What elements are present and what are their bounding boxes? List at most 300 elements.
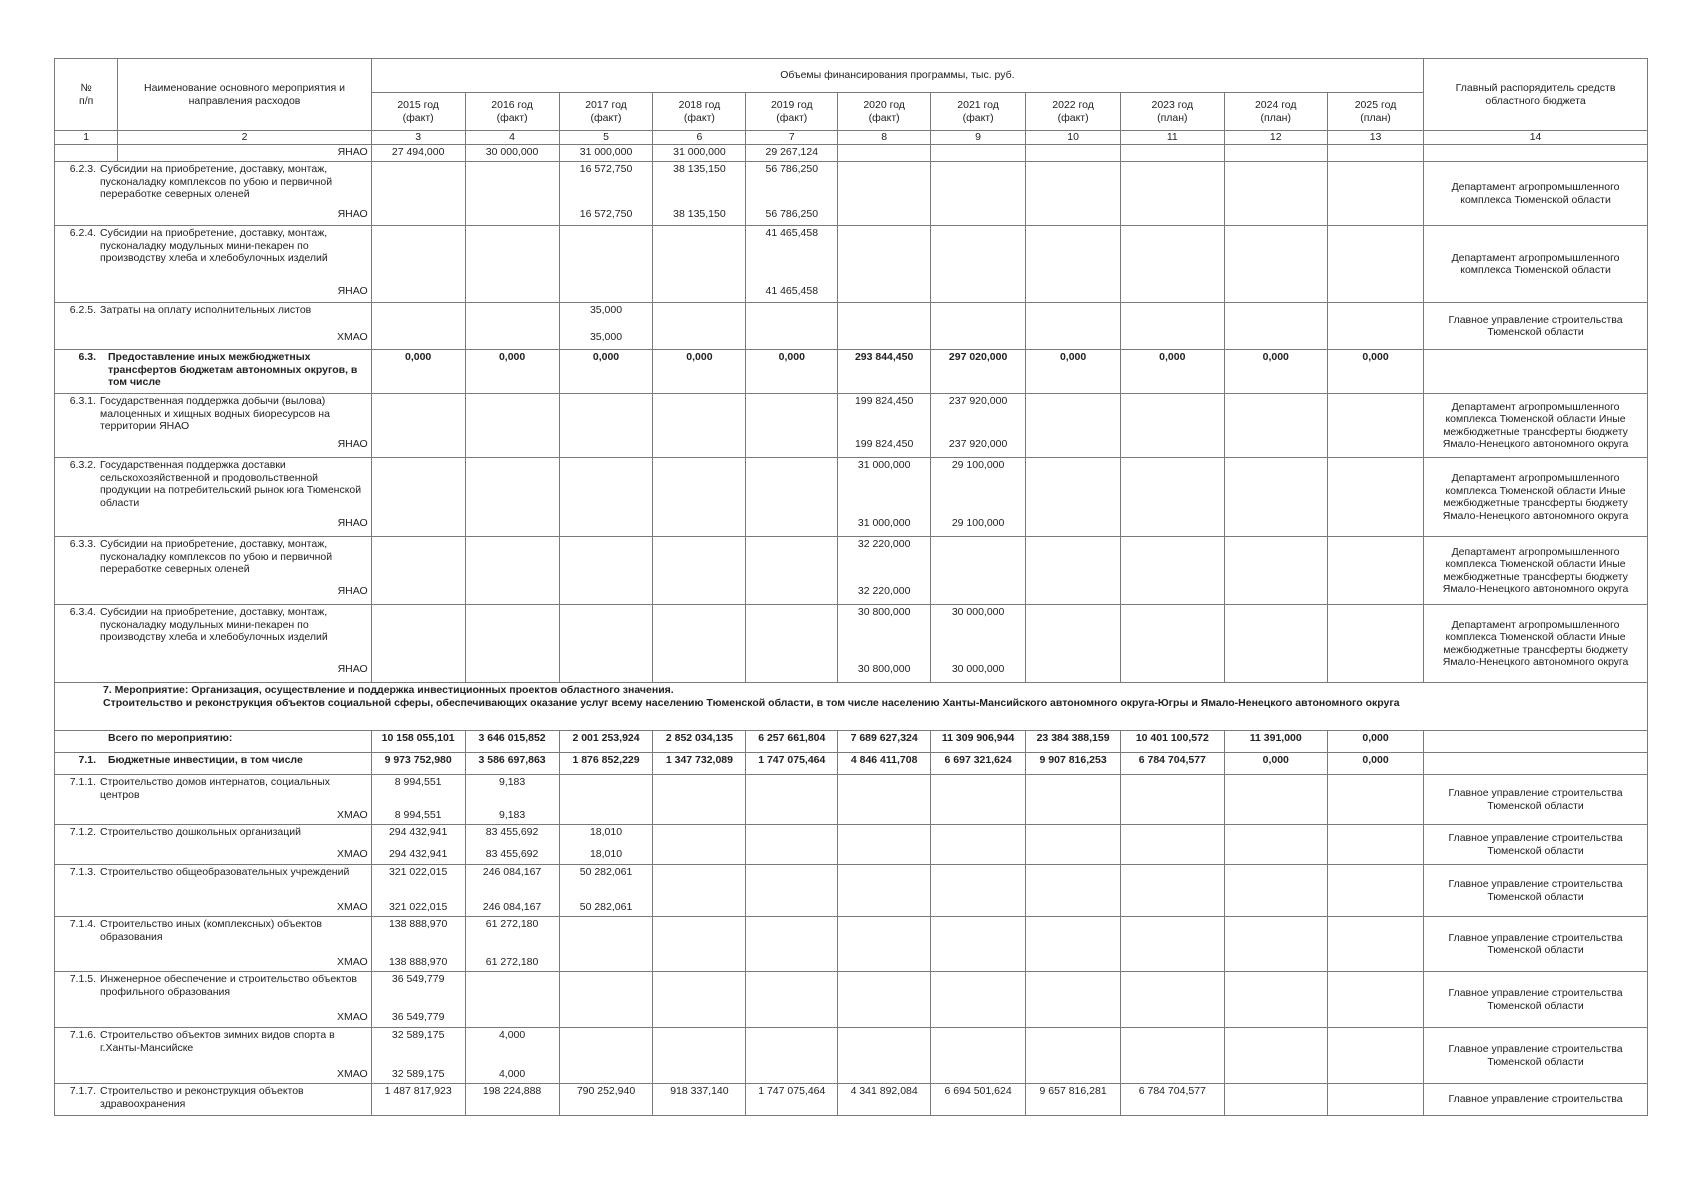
budget-table-sheet: [54, 58, 1648, 1116]
value-cell: 0,000: [1224, 350, 1327, 394]
value-cell: [931, 972, 1026, 1010]
value-cell: 1 347 732,089: [653, 753, 746, 775]
value-cell: [1121, 1028, 1224, 1067]
value-cell: [1327, 145, 1423, 162]
subtotal-row: [55, 350, 1648, 394]
value-cell: 83 455,692: [465, 825, 559, 847]
value-cell: 321 022,015: [371, 900, 465, 917]
value-cell: [653, 825, 746, 847]
value-cell: [1327, 458, 1423, 516]
value-cell: 199 824,450: [838, 394, 931, 437]
value-cell: [1121, 145, 1224, 162]
value-cell: 9,183: [465, 808, 559, 825]
value-cell: [1121, 1010, 1224, 1028]
value-cell: [746, 1010, 838, 1028]
value-cell: [746, 1067, 838, 1084]
value-cell: [1121, 458, 1224, 516]
value-cell: [559, 972, 653, 1010]
item-row: [55, 537, 1648, 584]
value-cell: [465, 458, 559, 516]
region-label: ЯНАО: [55, 284, 372, 303]
item-number: 7.1.1.: [69, 776, 96, 788]
header-year: 2022 год (факт): [1026, 93, 1121, 131]
item-label: [55, 458, 372, 516]
value-cell: 30 000,000: [931, 662, 1026, 683]
column-number: 2: [118, 131, 371, 145]
value-cell: [1224, 900, 1327, 917]
item-label: [55, 162, 372, 207]
value-cell: [838, 145, 931, 162]
value-cell: [931, 825, 1026, 847]
region-label: ЯНАО: [118, 145, 371, 162]
value-cell: 2 001 253,924: [559, 731, 653, 753]
value-cell: [1224, 394, 1327, 437]
value-cell: 1 747 075,464: [746, 753, 838, 775]
value-cell: [1327, 162, 1423, 207]
value-cell: [1327, 330, 1423, 350]
column-number-row: [55, 131, 1648, 145]
manager-cell: Главное управление строительства Тюменской области: [1424, 972, 1648, 1028]
value-cell: [465, 330, 559, 350]
item-row: [55, 972, 1648, 1010]
manager-cell: Департамент агропромышленного комплекса Тюменской области Иные межбюджетные трансферты бюджету Ямало-Ненецкого автономного округа: [1424, 605, 1648, 683]
value-cell: [838, 825, 931, 847]
value-cell: [1026, 162, 1121, 207]
value-cell: [465, 1010, 559, 1028]
item-number: 7.1.4.: [69, 918, 96, 930]
value-cell: [1121, 162, 1224, 207]
manager-cell: Главное управление строительства Тюменской области: [1424, 917, 1648, 972]
header-year: 2025 год (план): [1327, 93, 1423, 131]
value-cell: [838, 808, 931, 825]
value-cell: [1121, 1067, 1224, 1084]
column-number: 8: [838, 131, 931, 145]
value-cell: [1121, 865, 1224, 900]
value-cell: [1224, 847, 1327, 865]
value-cell: [1121, 437, 1224, 458]
value-cell: [559, 955, 653, 972]
item-row: [55, 865, 1648, 900]
value-cell: [1224, 1084, 1327, 1116]
value-cell: [1327, 917, 1423, 955]
value-cell: [653, 437, 746, 458]
subtotal-row: [55, 753, 1648, 775]
header-volumes: Объемы финансирования программы, тыс. руб.: [371, 59, 1423, 93]
value-cell: [371, 516, 465, 537]
value-cell: [746, 437, 838, 458]
value-cell: [1026, 972, 1121, 1010]
value-cell: [653, 537, 746, 584]
value-cell: 321 022,015: [371, 865, 465, 900]
value-cell: 16 572,750: [559, 207, 653, 226]
value-cell: 198 224,888: [465, 1084, 559, 1116]
value-cell: [465, 394, 559, 437]
value-cell: [746, 584, 838, 605]
region-label: ХМАО: [55, 330, 372, 350]
value-cell: 83 455,692: [465, 847, 559, 865]
value-cell: [653, 917, 746, 955]
value-cell: [746, 516, 838, 537]
value-cell: 35,000: [559, 330, 653, 350]
value-cell: [1327, 537, 1423, 584]
region-label: ЯНАО: [55, 207, 372, 226]
item-row: [55, 775, 1648, 808]
value-cell: 0,000: [559, 350, 653, 394]
value-cell: [838, 303, 931, 330]
value-cell: 4 341 892,084: [838, 1084, 931, 1116]
value-cell: [838, 1028, 931, 1067]
header-year: 2015 год (факт): [371, 93, 465, 131]
value-cell: [1224, 207, 1327, 226]
value-cell: [1327, 516, 1423, 537]
header-year: 2021 год (факт): [931, 93, 1026, 131]
value-cell: 4,000: [465, 1067, 559, 1084]
item-label: [55, 1028, 372, 1067]
manager-cell: Главное управление строительства Тюменской области: [1424, 865, 1648, 917]
item-region-row: [55, 1067, 1648, 1084]
value-cell: [371, 394, 465, 437]
value-cell: [746, 458, 838, 516]
value-cell: [1121, 917, 1224, 955]
value-cell: [1224, 1010, 1327, 1028]
item-name: Субсидии на приобретение, доставку, монтаж, пусконаладку модульных мини-пекарен по производству хлеба и хлебобулочных изделий: [100, 227, 328, 264]
item-name: Государственная поддержка доставки сельскохозяйственной и продовольственной продукции на потребительский рынок юга Тюменской области: [100, 459, 362, 509]
item-name: Инженерное обеспечение и строительство объектов профильного образования: [100, 973, 357, 998]
value-cell: [838, 917, 931, 955]
region-label: ЯНАО: [55, 584, 372, 605]
value-cell: 10 158 055,101: [371, 731, 465, 753]
item-region-row: [55, 584, 1648, 605]
value-cell: [931, 1067, 1026, 1084]
value-cell: [653, 955, 746, 972]
manager-cell: [1424, 145, 1648, 162]
value-cell: [838, 955, 931, 972]
value-cell: [1026, 394, 1121, 437]
value-cell: [559, 917, 653, 955]
value-cell: 9 657 816,281: [1026, 1084, 1121, 1116]
value-cell: [371, 284, 465, 303]
value-cell: [465, 284, 559, 303]
manager-cell: [1424, 753, 1648, 775]
value-cell: 4 846 411,708: [838, 753, 931, 775]
column-number: 3: [371, 131, 465, 145]
value-cell: [931, 207, 1026, 226]
region-label: ЯНАО: [55, 662, 372, 683]
item-row: [55, 394, 1648, 437]
value-cell: [559, 516, 653, 537]
value-cell: 0,000: [1026, 350, 1121, 394]
value-cell: [1224, 303, 1327, 330]
value-cell: [931, 226, 1026, 284]
value-cell: 237 920,000: [931, 394, 1026, 437]
item-number: 6.2.5.: [69, 304, 96, 316]
value-cell: [1121, 584, 1224, 605]
item-row: [55, 1028, 1648, 1067]
value-cell: 9 973 752,980: [371, 753, 465, 775]
item-row: [55, 226, 1648, 284]
value-cell: [1121, 226, 1224, 284]
value-cell: [931, 284, 1026, 303]
value-cell: [653, 900, 746, 917]
item-label: [55, 865, 372, 900]
region-label: ХМАО: [55, 1010, 372, 1028]
item-region-row: [55, 955, 1648, 972]
item-number: [58, 732, 100, 745]
value-cell: [1026, 955, 1121, 972]
item-label: [55, 226, 372, 284]
value-cell: [1327, 284, 1423, 303]
value-cell: [559, 394, 653, 437]
value-cell: [1224, 808, 1327, 825]
value-cell: [1026, 1067, 1121, 1084]
value-cell: [838, 900, 931, 917]
value-cell: 16 572,750: [559, 162, 653, 207]
item-label: [55, 972, 372, 1010]
value-cell: [1121, 775, 1224, 808]
header-year: 2024 год (план): [1224, 93, 1327, 131]
value-cell: [1327, 303, 1423, 330]
value-cell: 50 282,061: [559, 900, 653, 917]
value-cell: [1327, 207, 1423, 226]
value-cell: [746, 394, 838, 437]
item-name: Государственная поддержка добычи (вылова) малоценных и хищных водных биоресурсов на территории ЯНАО: [100, 395, 330, 432]
value-cell: 0,000: [371, 350, 465, 394]
value-cell: [838, 330, 931, 350]
value-cell: 138 888,970: [371, 917, 465, 955]
item-name: Строительство общеобразовательных учреждений: [100, 866, 350, 878]
value-cell: [1327, 1084, 1423, 1116]
column-number: 4: [465, 131, 559, 145]
item-number: 6.3.2.: [69, 459, 96, 471]
value-cell: 138 888,970: [371, 955, 465, 972]
subtotal-name: Бюджетные инвестиции, в том числе: [108, 754, 303, 766]
item-number: 7.1.3.: [69, 866, 96, 878]
value-cell: [1224, 226, 1327, 284]
manager-cell: [1424, 350, 1648, 394]
value-cell: [1327, 584, 1423, 605]
value-cell: 293 844,450: [838, 350, 931, 394]
value-cell: 29 267,124: [746, 145, 838, 162]
value-cell: [465, 207, 559, 226]
value-cell: [1026, 145, 1121, 162]
column-number: 13: [1327, 131, 1423, 145]
value-cell: [1121, 955, 1224, 972]
value-cell: 6 697 321,624: [931, 753, 1026, 775]
value-cell: [746, 825, 838, 847]
value-cell: [1121, 330, 1224, 350]
item-region-row: [55, 1010, 1648, 1028]
value-cell: [1327, 662, 1423, 683]
value-cell: [931, 584, 1026, 605]
value-cell: [1327, 865, 1423, 900]
header-no: № п/п: [55, 59, 118, 131]
value-cell: 8 994,551: [371, 775, 465, 808]
value-cell: [559, 226, 653, 284]
value-cell: 3 586 697,863: [465, 753, 559, 775]
value-cell: [1121, 847, 1224, 865]
section-title: [55, 683, 1648, 731]
value-cell: 30 800,000: [838, 662, 931, 683]
item-label: [55, 605, 372, 662]
value-cell: [371, 437, 465, 458]
value-cell: [931, 330, 1026, 350]
value-cell: [931, 865, 1026, 900]
item-name: Строительство объектов зимних видов спорта в г.Ханты-Мансийске: [100, 1029, 335, 1054]
region-label: ХМАО: [55, 900, 372, 917]
value-cell: [838, 865, 931, 900]
value-cell: [1026, 865, 1121, 900]
value-cell: [1224, 437, 1327, 458]
value-cell: [559, 1028, 653, 1067]
value-cell: 11 391,000: [1224, 731, 1327, 753]
value-cell: [465, 605, 559, 662]
value-cell: 18,010: [559, 825, 653, 847]
region-label: ЯНАО: [55, 437, 372, 458]
header-manager: Главный распорядитель средств областного бюджета: [1424, 59, 1648, 131]
value-cell: [1224, 145, 1327, 162]
value-cell: [653, 516, 746, 537]
value-cell: [653, 1028, 746, 1067]
value-cell: 3 646 015,852: [465, 731, 559, 753]
value-cell: [931, 1010, 1026, 1028]
header-year: 2020 год (факт): [838, 93, 931, 131]
value-cell: 6 784 704,577: [1121, 1084, 1224, 1116]
value-cell: [559, 808, 653, 825]
value-cell: 36 549,779: [371, 972, 465, 1010]
manager-cell: Главное управление строительства Тюменской области: [1424, 775, 1648, 825]
value-cell: [465, 584, 559, 605]
value-cell: 1 876 852,229: [559, 753, 653, 775]
value-cell: [1224, 330, 1327, 350]
value-cell: 8 994,551: [371, 808, 465, 825]
value-cell: 50 282,061: [559, 865, 653, 900]
column-number: 1: [55, 131, 118, 145]
value-cell: 1 487 817,923: [371, 1084, 465, 1116]
value-cell: [559, 584, 653, 605]
value-cell: [1026, 516, 1121, 537]
value-cell: 0,000: [1327, 350, 1423, 394]
value-cell: [931, 955, 1026, 972]
item-name: Субсидии на приобретение, доставку, монтаж, пусконаладку модульных мини-пекарен по производству хлеба и хлебобулочных изделий: [100, 606, 328, 643]
value-cell: [653, 394, 746, 437]
item-name: Субсидии на приобретение, доставку, монтаж, пусконаладку комплексов по убою и первичной переработке северных оленей: [100, 163, 333, 200]
value-cell: [559, 284, 653, 303]
section-row: [55, 683, 1648, 731]
value-cell: [1327, 394, 1423, 437]
region-label: ЯНАО: [55, 516, 372, 537]
value-cell: [1026, 808, 1121, 825]
value-cell: [371, 303, 465, 330]
item-number: 7.1.5.: [69, 973, 96, 985]
value-cell: [746, 808, 838, 825]
value-cell: [1121, 972, 1224, 1010]
item-name: Строительство иных (комплексных) объектов образования: [100, 918, 322, 943]
value-cell: [1026, 1010, 1121, 1028]
item-row: [55, 458, 1648, 516]
value-cell: [931, 808, 1026, 825]
region-label: ХМАО: [55, 808, 372, 825]
value-cell: 10 401 100,572: [1121, 731, 1224, 753]
header-year: 2017 год (факт): [559, 93, 653, 131]
value-cell: [1026, 584, 1121, 605]
column-number: 6: [653, 131, 746, 145]
value-cell: [838, 1010, 931, 1028]
value-cell: [653, 284, 746, 303]
value-cell: [931, 303, 1026, 330]
item-label: [55, 394, 372, 437]
value-cell: [1224, 1067, 1327, 1084]
item-name: Субсидии на приобретение, доставку, монтаж, пусконаладку комплексов по убою и первичной переработке северных оленей: [100, 538, 333, 575]
value-cell: [838, 775, 931, 808]
item-row: [55, 605, 1648, 662]
value-cell: [465, 303, 559, 330]
value-cell: 30 000,000: [931, 605, 1026, 662]
value-cell: 32 220,000: [838, 537, 931, 584]
value-cell: [653, 1010, 746, 1028]
value-cell: 0,000: [653, 350, 746, 394]
value-cell: [1224, 162, 1327, 207]
value-cell: 790 252,940: [559, 1084, 653, 1116]
value-cell: 31 000,000: [559, 145, 653, 162]
value-cell: [1121, 303, 1224, 330]
value-cell: 61 272,180: [465, 955, 559, 972]
value-cell: 31 000,000: [838, 458, 931, 516]
manager-cell: Департамент агропромышленного комплекса Тюменской области Иные межбюджетные трансферты бюджету Ямало-Ненецкого автономного округа: [1424, 394, 1648, 458]
value-cell: [653, 330, 746, 350]
value-cell: [746, 955, 838, 972]
value-cell: 29 100,000: [931, 516, 1026, 537]
column-number: 14: [1424, 131, 1648, 145]
value-cell: [931, 162, 1026, 207]
value-cell: [931, 900, 1026, 917]
value-cell: [559, 662, 653, 683]
value-cell: [653, 775, 746, 808]
value-cell: 38 135,150: [653, 162, 746, 207]
region-row: [55, 145, 1648, 162]
value-cell: [1121, 605, 1224, 662]
value-cell: [1026, 605, 1121, 662]
section-title-line-2: Строительство и реконструкция объектов социальной сферы, обеспечивающих оказание услуг всему населению Тюменской области, в том числе населению Ханты-Мансийского автономного округа-Югры и Ямало-Ненецкого автономного округа: [103, 696, 1400, 709]
item-label: [55, 303, 372, 330]
value-cell: [838, 972, 931, 1010]
value-cell: [1224, 284, 1327, 303]
value-cell: [1327, 847, 1423, 865]
value-cell: [1026, 284, 1121, 303]
value-cell: [653, 605, 746, 662]
value-cell: [653, 584, 746, 605]
value-cell: [1327, 808, 1423, 825]
value-cell: [746, 537, 838, 584]
value-cell: [559, 775, 653, 808]
cell-no: [55, 145, 118, 162]
manager-cell: Департамент агропромышленного комплекса Тюменской области Иные межбюджетные трансферты бюджету Ямало-Ненецкого автономного округа: [1424, 458, 1648, 537]
value-cell: [1026, 537, 1121, 584]
value-cell: [1121, 207, 1224, 226]
value-cell: 0,000: [1327, 753, 1423, 775]
header-name: Наименование основного мероприятия и направления расходов: [118, 59, 371, 131]
column-number: 11: [1121, 131, 1224, 145]
item-region-row: [55, 808, 1648, 825]
value-cell: [465, 437, 559, 458]
value-cell: [1026, 330, 1121, 350]
value-cell: 41 465,458: [746, 226, 838, 284]
item-row: [55, 825, 1648, 847]
value-cell: [371, 605, 465, 662]
value-cell: [1327, 955, 1423, 972]
value-cell: [1327, 1010, 1423, 1028]
value-cell: [1327, 605, 1423, 662]
column-number: 9: [931, 131, 1026, 145]
